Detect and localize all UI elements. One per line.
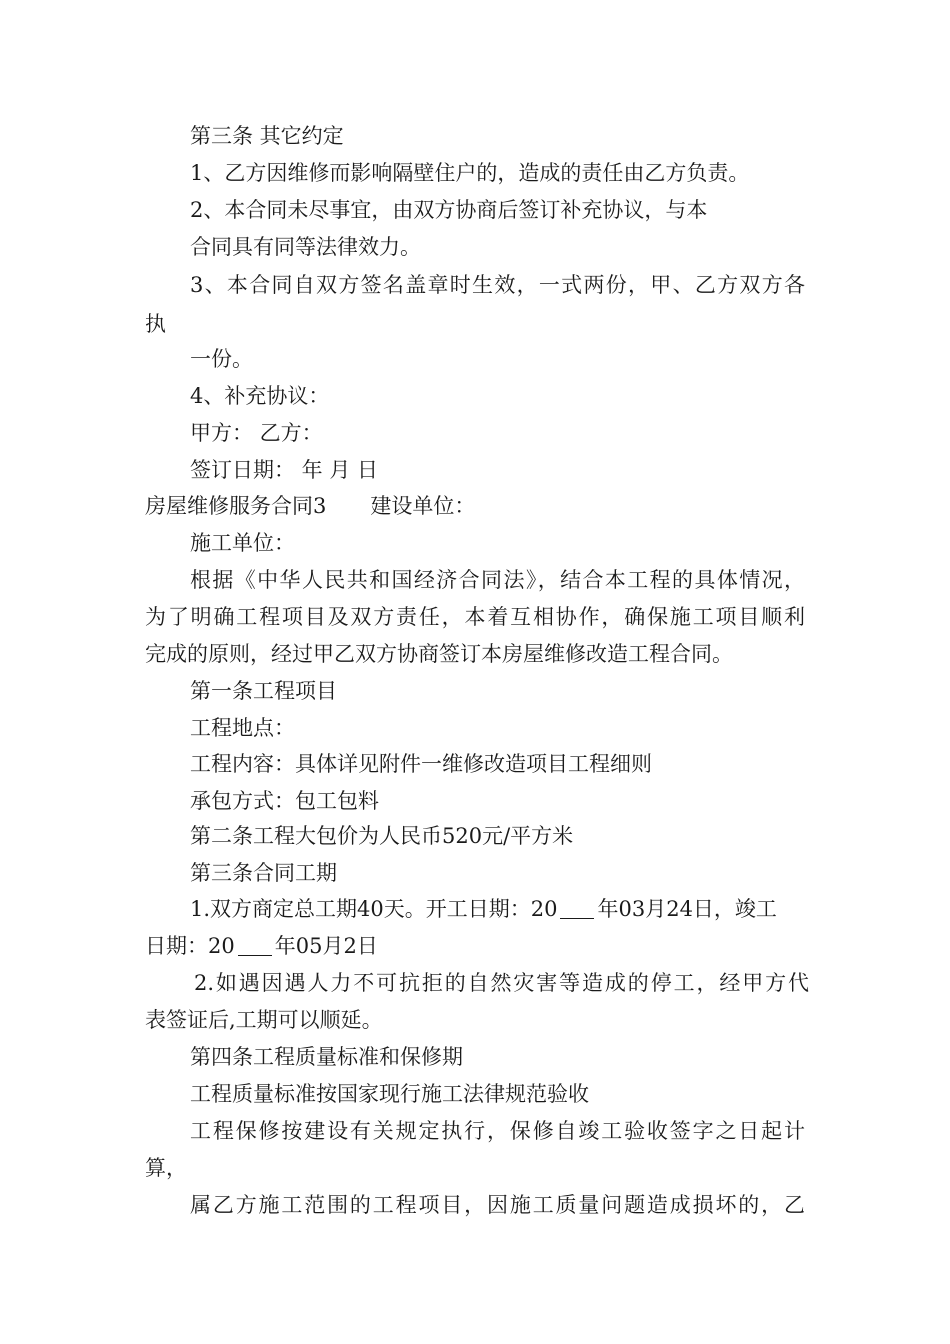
- schedule-line-2: [145, 931, 378, 961]
- clause-4: 4、补充协议：: [190, 384, 330, 408]
- schedule-start-date-text: 年03月24日，竣工: [597, 897, 777, 921]
- section-heading-other-terms: 第三条 其它约定: [190, 124, 344, 148]
- force-majeure-cont: 表签证后,工期可以顺延。: [145, 1008, 383, 1032]
- contract-title: 房屋维修服务合同3: [145, 494, 327, 518]
- clause-1: 1、乙方因维修而影响隔壁住户的，造成的责任由乙方负责。: [190, 161, 750, 185]
- completion-date-text: 日期：20: [145, 934, 235, 958]
- quality-standard: 工程质量标准按国家现行施工法律规范验收: [190, 1082, 589, 1106]
- contract-title-line: [145, 491, 475, 521]
- project-location: 工程地点：: [190, 716, 295, 740]
- schedule-line-1: [190, 894, 777, 924]
- preamble-line-3: 完成的原则，经过甲乙双方协商签订本房屋维修改造工程合同。: [145, 642, 733, 666]
- clause-2-cont: 合同具有同等法律效力。: [190, 235, 421, 259]
- force-majeure-clause: 2.如遇因遇人力不可抗拒的自然灾害等造成的停工，经甲方代: [194, 971, 809, 995]
- warranty-clause: 工程保修按建设有关规定执行，保修自竣工验收签字之日起计: [190, 1119, 805, 1143]
- clause-3-cont: 一份。: [190, 347, 253, 371]
- signature-parties: 甲方： 乙方：: [190, 421, 323, 445]
- article-2-price: 第二条工程大包价为人民币520元/平方米: [190, 824, 574, 848]
- defect-clause: 属乙方施工范围的工程项目，因施工质量问题造成损坏的，乙: [190, 1193, 805, 1217]
- schedule-start-text: 1.双方商定总工期40天。开工日期：20: [190, 897, 558, 921]
- construction-owner-label: 建设单位：: [370, 494, 476, 518]
- clause-3-wrap: 执: [145, 312, 166, 336]
- contractor-label: 施工单位：: [190, 531, 295, 555]
- article-4-heading: 第四条工程质量标准和保修期: [190, 1045, 463, 1069]
- signing-date: 签订日期： 年 月 日: [190, 458, 379, 482]
- year-blank-end: [238, 935, 272, 956]
- clause-2: 2、本合同未尽事宜，由双方协商后签订补充协议，与本: [190, 198, 708, 222]
- clause-3: 3、本合同自双方签名盖章时生效，一式两份，甲、乙方双方各: [190, 273, 805, 297]
- article-3-heading: 第三条合同工期: [190, 861, 337, 885]
- completion-date-value: 年05月2日: [274, 934, 378, 958]
- preamble-line-1: 根据《中华人民共和国经济合同法》，结合本工程的具体情况，: [190, 568, 805, 592]
- contract-method: 承包方式：包工包料: [190, 789, 379, 813]
- article-1-heading: 第一条工程项目: [190, 679, 337, 703]
- warranty-clause-cont: 算，: [145, 1156, 187, 1180]
- project-content: 工程内容：具体详见附件一维修改造项目工程细则: [190, 752, 652, 776]
- preamble-line-2: 为了明确工程项目及双方责任，本着互相协作，确保施工项目顺利: [145, 605, 805, 629]
- year-blank-start: [560, 898, 594, 919]
